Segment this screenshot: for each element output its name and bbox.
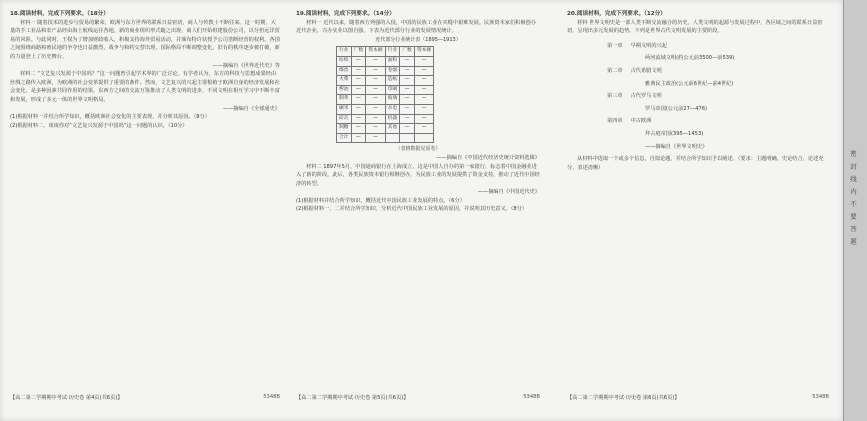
table-cell: —	[366, 85, 385, 95]
table-header-cell: 厂数	[400, 47, 415, 57]
table-cell	[414, 133, 433, 143]
footer-title: 【高二第二学期期中考试·历史卷 第6页(共6页)】	[567, 395, 680, 401]
table-cell: —	[366, 95, 385, 105]
table-cell: 印刷	[385, 85, 400, 95]
table-cell: —	[414, 76, 433, 86]
table-cell: —	[400, 85, 415, 95]
q18-material-2-source: ——摘编自《全球通史》	[222, 105, 280, 112]
table-cell: 面粉	[385, 56, 400, 66]
timeline-item-label: 第二章	[607, 67, 623, 74]
table-cell: —	[351, 66, 366, 76]
q18-sub-question-1: (1)根据材料一并结合所学知识，概括欧洲社会变化的主要表现，并分析其原因。（8分）	[10, 114, 210, 121]
q19-material-1: 材料一 近代以来，随着西方列强的入侵，中国的民族工业在夹缝中艰难发展。民族资本家们积极创办近代企业，兴办实业以图自强。下表为近代部分行业的发展情况统计。	[296, 19, 536, 35]
q19-material-2: 材料二 1897年5月，中国通商银行在上海成立，这是中国人自办的第一家银行，标志着中国金融业进入了新的阶段。此后，各类民族资本银行相继创办，为民族工业的发展提供了资金支持，推动了近代中国经济的转型。	[296, 163, 540, 187]
timeline-item	[637, 130, 829, 139]
q18-heading: 18.阅读材料，完成下列要求。（18分）	[10, 11, 109, 17]
q20-heading: 20.阅读材料，完成下列要求。（12分）	[567, 11, 666, 17]
table-cell: —	[414, 85, 433, 95]
table-cell: —	[351, 133, 366, 143]
q18-material-1-source: ——摘编自《世界近代史》等	[212, 62, 280, 69]
timeline-item-text: 早期文明的兴起	[630, 42, 667, 49]
timeline-item-text: 雅典民主政治(公元前6世纪—前4世纪)	[645, 80, 734, 87]
table-cell: —	[414, 56, 433, 66]
page-footer-5	[296, 394, 540, 401]
table-cell: —	[414, 104, 433, 114]
table-cell: 碾米	[337, 104, 352, 114]
table-cell: —	[366, 76, 385, 86]
page-footer-4	[10, 394, 280, 401]
table-row	[337, 114, 434, 124]
table-cell: 其他	[385, 124, 400, 134]
table-cell	[385, 133, 400, 143]
table-header-cell: 行业	[337, 47, 352, 57]
timeline-item-text: 中古欧洲	[630, 118, 652, 125]
q19-heading: 19.阅读材料，完成下列要求。（14分）	[296, 11, 395, 17]
table-cell: —	[414, 124, 433, 134]
table-cell: —	[400, 95, 415, 105]
timeline-item	[637, 105, 829, 114]
table-cell: —	[400, 56, 415, 66]
table-header-cell: 资本额	[414, 47, 433, 57]
timeline-item	[607, 92, 829, 101]
footer-code: 5348B	[812, 394, 829, 400]
table-cell: —	[366, 56, 385, 66]
timeline-item-text: ——摘编自《世界文明史》	[645, 143, 708, 150]
timeline-item-text: 罗马帝国(公元前27—476)	[645, 105, 708, 112]
binding-margin	[843, 0, 867, 421]
table-cell: —	[351, 124, 366, 134]
timeline-item-text: 拜占庭帝国(395—1453)	[645, 130, 704, 137]
table-cell: 缫丝	[337, 66, 352, 76]
table-cell: 砖瓦	[337, 114, 352, 124]
table-cell: —	[400, 114, 415, 124]
timeline-item-text: 古代罗马文明	[630, 93, 662, 100]
table-cell: 玻璃	[385, 95, 400, 105]
table-cell: 机器	[385, 114, 400, 124]
table-cell: —	[366, 114, 385, 124]
q19-table-source: ——摘编自《中国近代经济史统计资料选辑》	[436, 154, 540, 161]
q20-material: 材料 世界文明史是一部人类不断交流融合的历史。人类文明的起源与发展过程中，各区域之间的联系日益密切，呈现出多元发展的趋势。下列是世界古代文明发展的主要阶段。	[567, 19, 823, 35]
table-header-cell: 行业	[385, 47, 400, 57]
timeline-item-label: 第三章	[607, 93, 623, 100]
q19-table-title: 近代部分行业统计表（1895—1913）	[375, 36, 461, 43]
table-cell: —	[351, 114, 366, 124]
timeline-item	[607, 117, 829, 126]
table-cell: —	[366, 104, 385, 114]
q19-statistics-table	[336, 46, 434, 143]
timeline-item	[637, 80, 829, 89]
table-row	[337, 76, 434, 86]
question-19	[296, 10, 540, 214]
q19-material-2-source: ——摘编自《中国近代史》	[477, 189, 540, 196]
table-cell: —	[351, 95, 366, 105]
table-row	[337, 56, 434, 66]
timeline-item-label: 第四章	[607, 118, 623, 125]
page-footer-6	[567, 394, 829, 401]
table-cell: —	[414, 114, 433, 124]
q19-sub-question-1: (1)根据材料并结合所学知识，概括近代中国民族工业发展的特点。（6分）	[296, 197, 465, 204]
q18-sub-question-2: (2)根据材料二，谈谈你对“文艺复兴发源于中国吗”这一问题的认识。（10分）	[10, 122, 188, 129]
timeline-item-text: 两河流域文明(约公元前3500—前539)	[645, 55, 735, 62]
q18-material-2: 材料二 “文艺复兴发源于中国吗？”这一问题曾引起学术界的广泛讨论。有学者认为，东方的科技与思想成果经由丝绸之路传入欧洲，为欧洲的社会变革提供了重要的条件。然而，文艺复兴的兴起主要根植于欧洲自身的经济发展和社会变化，是多种因素共同作用的结果。东西方之间的交流互鉴推动了人类文明的进步，不同文明在相互学习中不断丰富和发展，形成了多元一体的世界文明格局。	[10, 71, 280, 103]
table-cell: —	[351, 56, 366, 66]
q19-table-note: （表格数据见原卷）	[395, 146, 441, 153]
table-cell	[400, 133, 415, 143]
footer-code: 5348B	[263, 394, 280, 400]
table-cell: 卷烟	[385, 66, 400, 76]
table-cell: —	[351, 104, 366, 114]
table-row	[337, 95, 434, 105]
table-cell: 制革	[337, 95, 352, 105]
table-cell: —	[400, 104, 415, 114]
table-row	[337, 104, 434, 114]
table-header-cell: 厂数	[351, 47, 366, 57]
table-cell: —	[366, 66, 385, 76]
table-cell: 水电	[385, 104, 400, 114]
table-cell: —	[366, 124, 385, 134]
table-cell: 合计	[337, 133, 352, 143]
table-row	[337, 124, 434, 134]
table-cell: —	[414, 95, 433, 105]
table-row	[337, 85, 434, 95]
timeline-item	[607, 42, 829, 51]
table-header-row	[337, 47, 434, 57]
table-cell: —	[351, 85, 366, 95]
table-cell: 火柴	[337, 76, 352, 86]
question-18	[10, 10, 280, 130]
timeline-item	[637, 143, 829, 152]
binding-margin-text: 密 封 线 内 不 要 答 题	[849, 150, 857, 247]
q19-sub-question-2: (2)根据材料一、二并结合所学知识，分析近代中国民族工业发展的原因，并说明其历史意义。（8分）	[296, 206, 528, 213]
table-cell: 纺织	[337, 56, 352, 66]
table-cell: —	[414, 66, 433, 76]
table-cell: —	[366, 133, 385, 143]
footer-title: 【高二第二学期期中考试·历史卷 第5页(共6页)】	[296, 395, 409, 401]
table-cell: —	[400, 66, 415, 76]
table-cell: —	[400, 124, 415, 134]
footer-code: 5348B	[523, 394, 540, 400]
table-cell: 榨油	[337, 85, 352, 95]
table-cell: —	[351, 76, 366, 86]
table-header-cell: 资本额	[366, 47, 385, 57]
footer-title: 【高二第二学期期中考试·历史卷 第4页(共6页)】	[10, 395, 123, 401]
question-20	[567, 10, 829, 172]
q18-material-1: 材料一 随着技术的进步与贸易的繁荣，欧洲与东方世界的联系日益密切，商人与传教士不断往来。这一时期，大量的手工业品和农产品经由海上航线运往各地，新的商业组织形式随之出现，商人们开始组建股份公司，以分担远洋贸易的风险。与此同时，王权为了增加财政收入，积极支持海外贸易活动，并颁布特许状授予公司垄断经营的权利。各国之间围绕商路和殖民地的争夺也日益激烈，战争与和约交替出现，国际格局不断调整变化，旧有的秩序逐步被打破，新的力量登上了历史舞台。	[10, 19, 280, 60]
table-cell: —	[400, 76, 415, 86]
timeline-item	[637, 54, 829, 63]
timeline-item-label: 第一章	[607, 42, 623, 49]
q20-timeline-list	[607, 42, 829, 151]
timeline-item-text: 古代希腊文明	[630, 67, 662, 74]
table-cell: 制糖	[337, 124, 352, 134]
table-cell: 造纸	[385, 76, 400, 86]
timeline-item	[607, 67, 829, 76]
q20-question: 从材料中选取一个或多个信息，自拟论题，并结合所学知识予以阐述。（要求：主题明确，史论结合，论述充分，表述清晰）	[567, 156, 824, 171]
table-row	[337, 133, 434, 143]
table-row	[337, 66, 434, 76]
